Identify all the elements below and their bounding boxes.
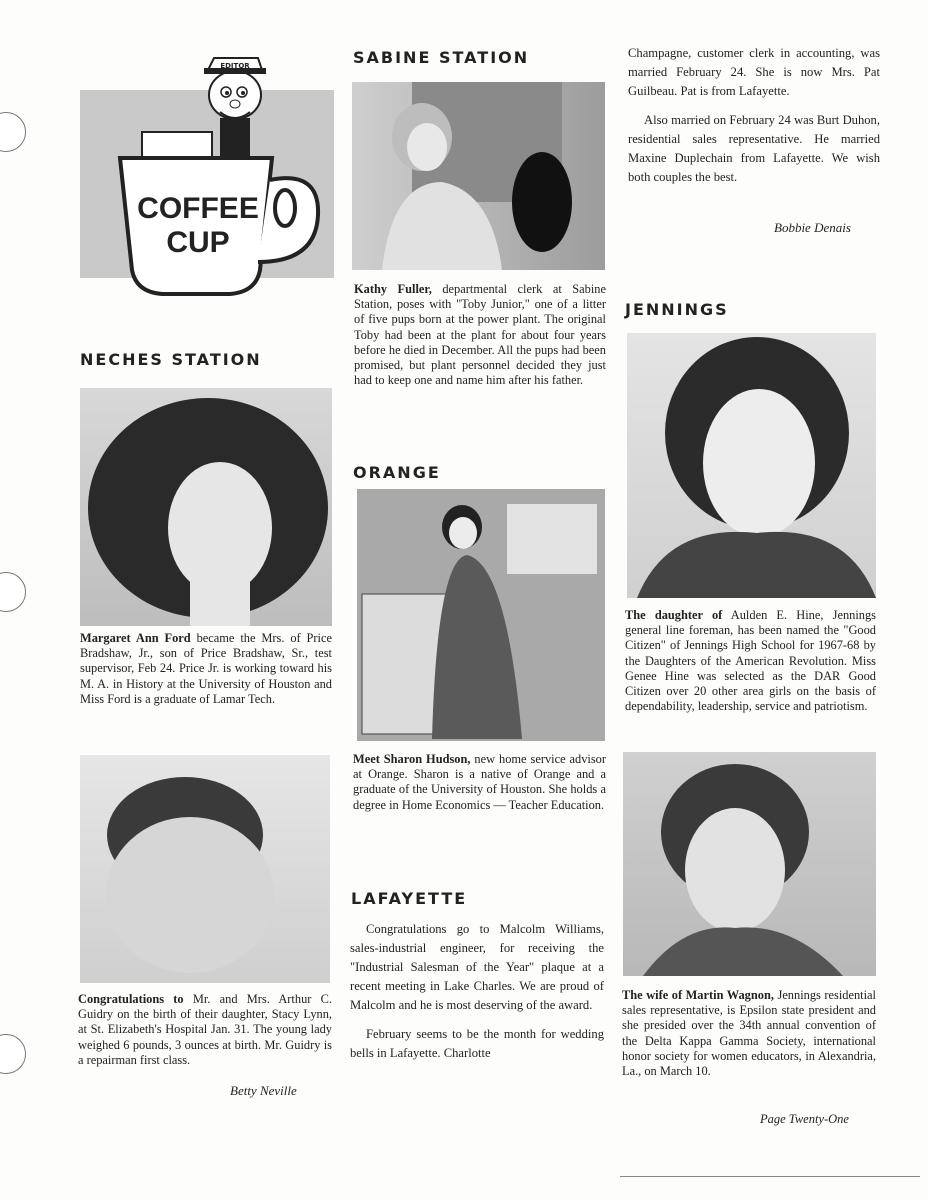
signature-betty-neville: Betty Neville <box>230 1083 297 1098</box>
section-heading-sabine: SABINE STATION <box>353 48 530 67</box>
caption-genee-hine <box>625 608 876 714</box>
paragraph: Congratulations go to Malcolm Williams, sales-industrial engineer, for receiving the "Industrial Salesman of the Year" plaque at a recent meeting in Lake Charles. We are proud of Malcolm and he is most deserving of the award. <box>350 922 604 1012</box>
caption-sharon-hudson <box>353 752 606 813</box>
photo-margaret-ford <box>80 388 332 626</box>
caption-text: departmental clerk at Sabine Station, poses with "Toby Junior," one of a litter of five pups born at the power plant. The original Toby had been at the plant for about four years before he died in December. All the pups had been promised, but plant personnel decided they just had to keep one and name him after his father. <box>354 282 606 388</box>
coffee-cup-logo <box>80 40 336 302</box>
lafayette-article-continued <box>628 44 880 197</box>
caption-kathy-fuller <box>354 282 606 388</box>
section-heading-lafayette: LAFAYETTE <box>351 889 468 908</box>
caption-margaret-ford <box>80 631 332 707</box>
lafayette-article <box>350 920 604 1073</box>
caption-text: new home service advisor at Orange. Sharon is a native of Orange and a graduate of the University of Houston. She holds a degree in Home Economics — Teacher Education. <box>353 752 607 812</box>
binder-hole <box>0 1034 26 1074</box>
page-number: Page Twenty-One <box>760 1112 849 1126</box>
caption-lead: The daughter of <box>625 608 723 622</box>
caption-text: Jennings residential sales representative, is Epsilon state president and she presided over the 34th annual convention of the Delta Kappa Gamma Society, international honor society for women educators, in Alexandria, La., on March 10. <box>622 988 877 1079</box>
binder-hole <box>0 112 26 152</box>
hat-label: EDITOR <box>220 62 250 70</box>
photo-mrs-wagnon <box>623 752 876 976</box>
caption-mrs-wagnon <box>622 988 876 1079</box>
caption-text: Aulden E. Hine, Jennings general line foreman, has been named the "Good Citizen" of Jennings High School for 1967-68 by the Daughters of the American Revolution. Miss Genee Hine was selected as the DAR Good Citizen over 20 other area girls on the basis of dependability, leadership, service and patriotism. <box>625 608 876 714</box>
paragraph: Also married on February 24 was Burt Duhon, residential sales representative. He married Maxine Duplechain from Lafayette. We wish both couples the best. <box>628 113 880 184</box>
photo-sharon-hudson <box>357 489 605 741</box>
caption-text: Mr. and Mrs. Arthur C. Guidry on the birth of their daughter, Stacy Lynn, at St. Elizabeth's Hospital Jan. 31. The young lady weighed 6 pounds, 3 ounces at birth. Mr. Guidry is a repairman first class. <box>78 992 332 1067</box>
section-heading-orange: ORANGE <box>353 463 441 482</box>
caption-lead: Congratulations to <box>78 992 184 1006</box>
binder-hole <box>0 572 26 612</box>
caption-text: became the Mrs. of Price Bradshaw, Jr., son of Price Bradshaw, Sr., test supervisor, Feb 24. Price Jr. is working toward his M. A. in History at the University of Houston and Miss Ford is a graduate of Lamar Tech. <box>80 631 332 706</box>
section-heading-jennings: JENNINGS <box>625 300 729 319</box>
paragraph: February seems to be the month for wedding bells in Lafayette. Charlotte <box>350 1027 604 1060</box>
caption-lead: Margaret Ann Ford <box>80 631 191 645</box>
section-heading-neches: NECHES STATION <box>80 350 262 369</box>
caption-lead: Meet Sharon Hudson, <box>353 752 471 766</box>
photo-baby-guidry <box>80 755 330 983</box>
photo-genee-hine <box>627 333 876 598</box>
paragraph: Champagne, customer clerk in accounting, was married February 24. She is now Mrs. Pat Guilbeau. Pat is from Lafayette. <box>628 46 880 98</box>
logo-title-line1: COFFEE <box>137 192 259 225</box>
photo-kathy-fuller <box>352 82 605 270</box>
caption-guidry <box>78 992 332 1068</box>
logo-title-line2: CUP <box>166 226 230 259</box>
caption-lead: Kathy Fuller, <box>354 282 432 296</box>
signature-bobbie-denais: Bobbie Denais <box>774 220 851 235</box>
caption-lead: The wife of Martin Wagnon, <box>622 988 774 1002</box>
footer-rule <box>620 1176 920 1177</box>
